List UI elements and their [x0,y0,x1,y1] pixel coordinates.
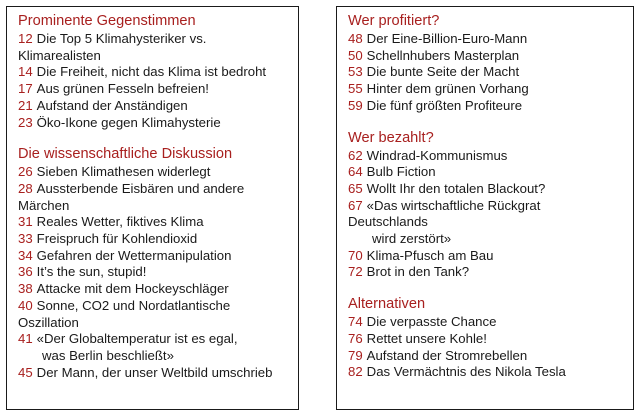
entry-title: Attacke mit dem Hockeyschläger [36,281,229,297]
entry-title: wird zerstört» [372,231,452,247]
toc-entry [18,231,290,248]
toc-entry [348,31,625,48]
toc-entry [18,365,290,382]
entry-title: Die bunte Seite der Macht [366,64,520,80]
toc-right-box [336,6,634,410]
page-number: 40 [18,297,33,313]
entry-title: Gefahren der Wettermanipulation [36,247,232,263]
toc-entry [18,281,290,298]
page-number: 82 [348,364,363,380]
toc-entry [18,64,290,81]
page-number: 67 [348,197,363,213]
entry-title: Klima-Pfusch am Bau [366,247,494,263]
entry-title: Freispruch für Kohlendioxid [36,231,198,247]
page-number: 34 [18,247,33,263]
page-number: 17 [18,81,33,97]
toc-entry [18,164,290,181]
entry-title: Die Freiheit, nicht das Klima ist bedroht [36,64,267,80]
toc-entry [18,81,290,98]
toc-section [18,145,290,381]
entry-title: It’s the sun, stupid! [36,264,147,280]
page-number: 74 [348,314,363,330]
toc-entry [348,181,625,198]
toc-entry [348,348,625,365]
toc-section [348,295,625,381]
toc-entry [348,364,625,381]
entry-title: Sonne, CO2 und Nordatlantische [36,297,231,313]
section-title: Prominente Gegenstimmen [18,13,196,29]
toc-entry [18,248,290,265]
toc-entry [348,248,625,265]
toc-section [18,12,290,131]
toc-section [348,12,625,115]
entry-title: Brot in den Tank? [366,264,470,280]
page-number: 33 [18,231,33,247]
page-number: 36 [18,264,33,280]
page-number: 55 [348,81,363,97]
page-number: 72 [348,264,363,280]
entry-title: Öko-Ikone gegen Klimahysterie [36,114,221,130]
page-number: 50 [348,47,363,63]
page-number: 23 [18,114,33,130]
entry-title: was Berlin beschließt» [42,347,174,363]
page-number: 59 [348,97,363,113]
page-number: 53 [348,64,363,80]
toc-entry [348,198,625,248]
toc-entry [348,64,625,81]
section-title: Wer bezahlt? [348,129,434,146]
toc-entry [18,98,290,115]
toc-entry [18,115,290,132]
entry-title: Wollt Ihr den totalen Blackout? [366,180,546,196]
page-number: 48 [348,31,363,46]
page-number: 64 [348,164,363,180]
page-number: 76 [348,330,363,346]
toc-entry [348,264,625,281]
toc-entry [348,98,625,115]
page-number: 45 [18,364,33,380]
toc-entry [348,81,625,98]
page-number: 41 [18,331,33,347]
entry-title: Bulb Fiction [366,164,436,180]
entry-title: Aufstand der Anständigen [36,97,188,113]
entry-title: Die verpasste Chance [366,314,497,330]
page-number: 62 [348,147,363,163]
entry-title: Die Top 5 Klimahysteriker vs. [36,31,207,46]
entry-title: Deutschlands [348,214,428,230]
page-number: 70 [348,247,363,263]
toc-entry [18,31,290,64]
toc-entry [18,331,290,364]
toc-left-box [6,6,299,410]
toc-entry [348,314,625,331]
entry-title: Aufstand der Stromrebellen [366,347,528,363]
entry-title: Windrad-Kommunismus [366,147,508,163]
page-number: 79 [348,347,363,363]
entry-title: «Der Globaltemperatur ist es egal, [36,331,238,347]
page-number: 21 [18,97,33,113]
entry-title: Aus grünen Fesseln befreien! [36,81,209,97]
toc-entry [348,164,625,181]
entry-title: Reales Wetter, fiktives Klima [36,214,204,230]
entry-title: Aussterbende Eisbären und andere [36,180,245,196]
entry-title: Oszillation [18,314,79,330]
entry-title: Schellnhubers Masterplan [366,47,520,63]
entry-title: «Das wirtschaftliche Rückgrat [366,197,541,213]
page-number: 38 [18,281,33,297]
entry-title: Der Mann, der unser Weltbild umschrieb [36,364,273,380]
entry-title: Hinter dem grünen Vorhang [366,81,529,97]
page-number: 26 [18,164,33,180]
page-number: 14 [18,64,33,80]
section-title: Die wissenschaftliche Diskussion [18,146,233,163]
toc-entry [348,148,625,165]
toc-entry [18,181,290,214]
entry-title: Märchen [18,197,70,213]
section-title: Wer profitiert? [348,13,440,29]
entry-title: Die fünf größten Profiteure [366,97,523,113]
page-number: 65 [348,180,363,196]
page-number: 28 [18,180,33,196]
entry-title: Der Eine-Billion-Euro-Mann [366,31,528,46]
entry-title: Rettet unsere Kohle! [366,330,487,346]
toc-section [348,129,625,282]
page-number: 31 [18,214,33,230]
entry-title: Sieben Klimathesen widerlegt [36,164,211,180]
toc-entry [348,48,625,65]
toc-entry [348,331,625,348]
page-number: 12 [18,31,33,46]
toc-entry [18,214,290,231]
section-title: Alternativen [348,296,426,313]
entry-title: Das Vermächtnis des Nikola Tesla [366,364,566,380]
toc-entry [18,298,290,331]
entry-title: Klimarealisten [18,47,101,63]
toc-entry [18,264,290,281]
